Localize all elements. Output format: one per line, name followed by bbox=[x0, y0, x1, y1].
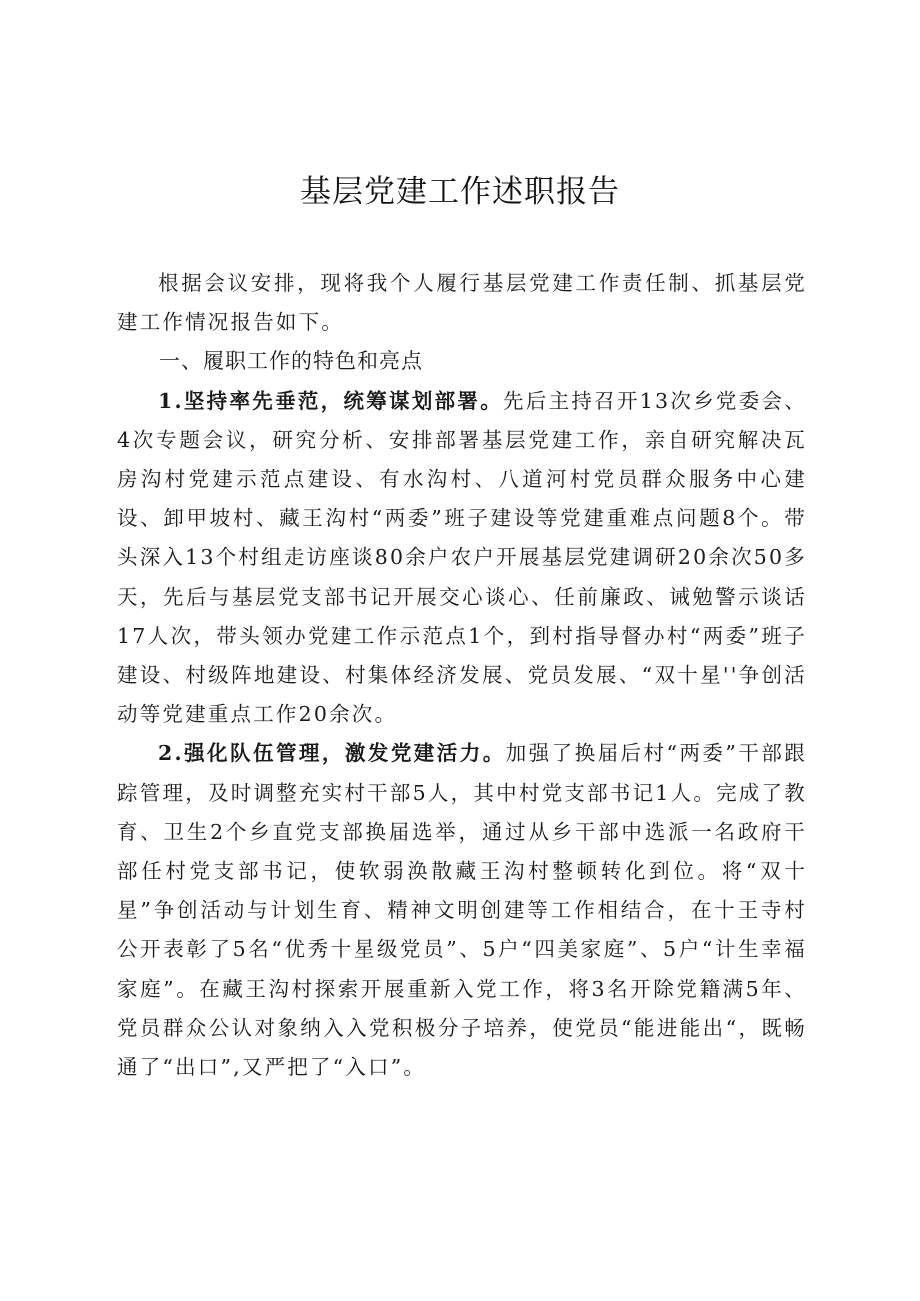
intro-paragraph: 根据会议安排，现将我个人履行基层党建工作责任制、抓基层党建工作情况报告如下。 bbox=[117, 271, 807, 335]
item-1-lead: 1.坚持率先垂范，统筹谋划部署。 bbox=[158, 388, 503, 413]
section-heading: 一、履职工作的特色和亮点 bbox=[159, 349, 423, 374]
item-1-paragraph bbox=[117, 382, 807, 735]
document-title: 基层党建工作述职报告 bbox=[300, 174, 620, 210]
item-2-text: 加强了换届后村“两委”干部跟踪管理，及时调整充实村干部5人，其中村党支部书记1人。完成了教育、卫生2个乡直党支部换届选举，通过从乡干部中选派一名政府干部任村党支部书记，使软弱涣散藏王沟村整顿转化到位。将“双十星”争创活动与计划生育、精神文明创建等工作相结合，在十王寺村公开表彰了5名“优秀十星级党员”、5户“四美家庭”、5户“计生幸福家庭”。在藏王沟村探索开展重新入党工作，将3名开除党籍满5年、党员群众公认对象纳入入党积极分子培养，使党员“能进能出“，既畅通了“出口”,又严把了“入口”。 bbox=[117, 741, 807, 1080]
item-2-lead: 2.强化队伍管理，激发党建活力。 bbox=[158, 741, 506, 766]
document-body bbox=[117, 264, 807, 1087]
item-2-paragraph bbox=[117, 734, 807, 1087]
item-1-text: 先后主持召开13次乡党委会、4次专题会议，研究分析、安排部署基层党建工作，亲自研究解决瓦房沟村党建示范点建设、有水沟村、八道河村党员群众服务中心建设、卸甲坡村、藏王沟村“两委”班子建设等党建重难点问题8个。带头深入13个村组走访座谈80余户农户开展基层党建调研20余次50多天，先后与基层党支部书记开展交心谈心、任前廉政、诫勉警示谈话17人次，带头领办党建工作示范点1个，到村指导督办村“两委”班子建设、村级阵地建设、村集体经济发展、党员发展、“双十星''争创活动等党建重点工作20余次。 bbox=[117, 388, 807, 727]
